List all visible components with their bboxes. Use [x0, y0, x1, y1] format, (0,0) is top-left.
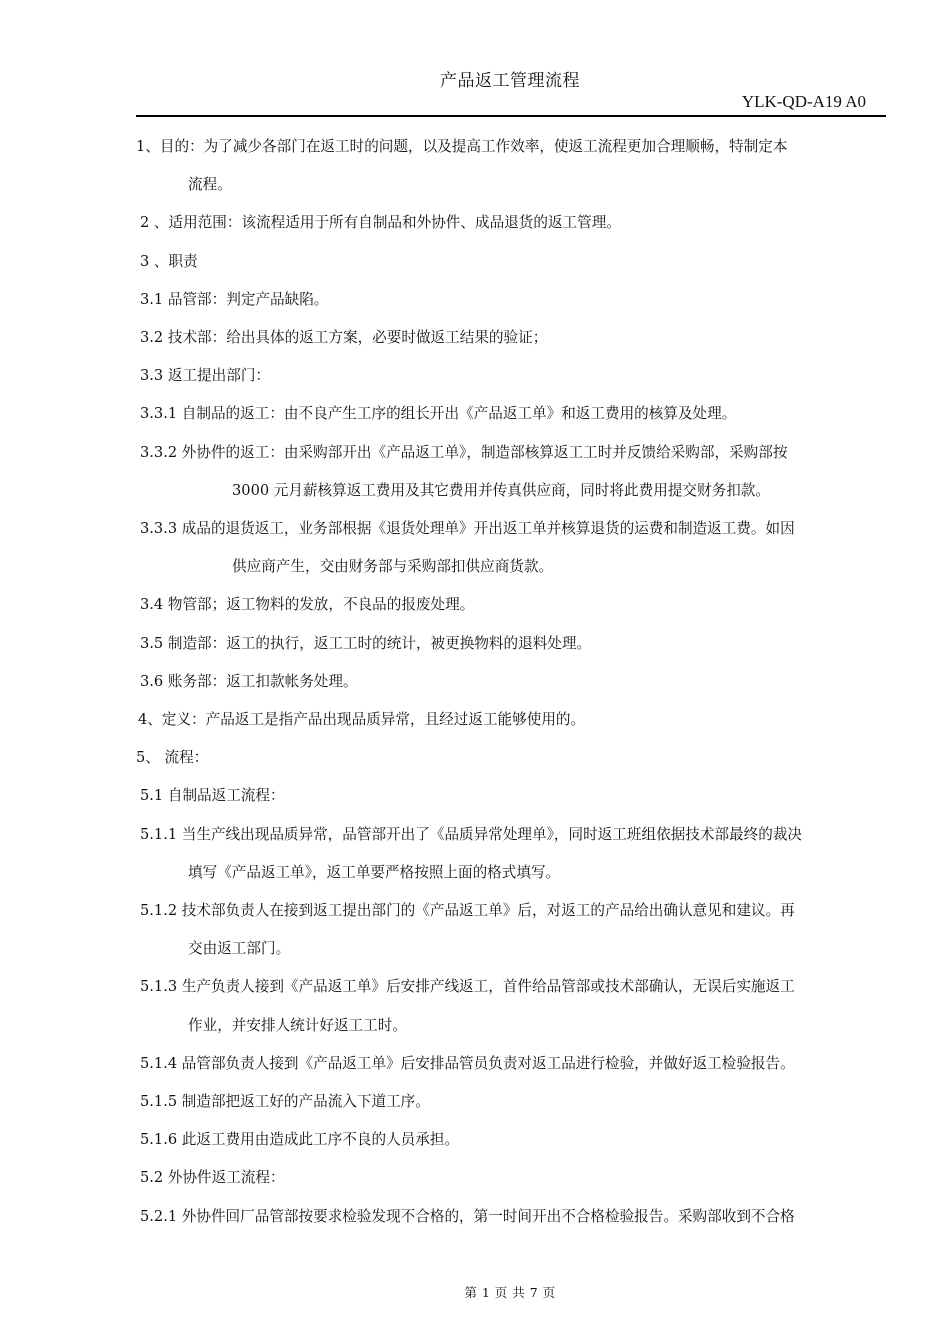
- paragraph-3-3-3: 3.3.3 成品的退货返工，业务部根据《退货处理单》开出返工单并核算退货的运费和制造返工费。如因: [140, 520, 795, 538]
- paragraph-5-1-1: 5.1.1 当生产线出现品质异常，品管部开出了《品质异常处理单》，同时返工班组依据技术部最终的裁决: [140, 825, 803, 843]
- paragraph-scope: 2 、适用范围：该流程适用于所有自制品和外协件、成品退货的返工管理。: [140, 214, 621, 232]
- paragraph-definition: 4、定义：产品返工是指产品出现品质异常，且经过返工能够使用的。: [138, 711, 586, 729]
- paragraph-5-1-1-continued: 填写《产品返工单》，返工单要严格按照上面的格式填写。: [188, 863, 561, 881]
- paragraph-purpose: 1、目的：为了减少各部门在返工时的问题，以及提高工作效率，使返工流程更加合理顺畅，特制定本: [136, 138, 788, 155]
- paragraph-3-4: 3.4 物管部；返工物料的发放，不良品的报废处理。: [140, 596, 475, 614]
- header-divider: [136, 115, 886, 117]
- paragraph-purpose-continued: 流程。: [188, 176, 232, 194]
- paragraph-3-3-3-continued: 供应商产生，交由财务部与采购部扣供应商货款。: [232, 558, 554, 576]
- document-title: 产品返工管理流程: [440, 71, 580, 91]
- paragraph-5-1: 5.1 自制品返工流程：: [140, 787, 285, 805]
- paragraph-3-5: 3.5 制造部：返工的执行，返工工时的统计，被更换物料的退料处理。: [140, 634, 592, 652]
- paragraph-5-1-3-continued: 作业，并安排人统计好返工工时。: [188, 1016, 407, 1034]
- paragraph-5-1-2-continued: 交由返工部门。: [188, 940, 291, 958]
- paragraph-3-3-1: 3.3.1 自制品的返工：由不良产生工序的组长开出《产品返工单》和返工费用的核算及处理。: [140, 405, 737, 423]
- paragraph-3-2: 3.2 技术部：给出具体的返工方案，必要时做返工结果的验证；: [140, 329, 548, 347]
- paragraph-5-2-1: 5.2.1 外协件回厂品管部按要求检验发现不合格的，第一时间开出不合格检验报告。采购部收到不合格: [140, 1207, 795, 1225]
- document-code: YLK-QD-A19 A0: [741, 92, 866, 111]
- page-footer: 第 1 页 共 7 页: [464, 1285, 556, 1300]
- paragraph-5-1-6: 5.1.6 此返工费用由造成此工序不良的人员承担。: [140, 1131, 460, 1149]
- paragraph-5-1-3: 5.1.3 生产负责人接到《产品返工单》后安排产线返工，首件给品管部或技术部确认，无误后实施返工: [140, 978, 795, 996]
- document-body: [136, 128, 888, 1236]
- paragraph-3-3-2-continued: 3000 元月薪核算返工费用及其它费用并传真供应商，同时将此费用提交财务扣款。: [232, 481, 770, 499]
- paragraph-3-6: 3.6 账务部：返工扣款帐务处理。: [140, 672, 358, 690]
- paragraph-3-3: 3.3 返工提出部门：: [140, 367, 271, 385]
- heading-responsibilities: 3 、职责: [140, 252, 198, 270]
- paragraph-3-1: 3.1 品管部：判定产品缺陷。: [140, 290, 329, 308]
- paragraph-5-1-5: 5.1.5 制造部把返工好的产品流入下道工序。: [140, 1093, 430, 1111]
- paragraph-3-3-2: 3.3.2 外协件的返工：由采购部开出《产品返工单》，制造部核算返工工时并反馈给采购部，采购部按: [140, 443, 788, 461]
- heading-process: 5、 流程：: [136, 749, 209, 767]
- paragraph-5-2: 5.2 外协件返工流程：: [140, 1169, 285, 1187]
- paragraph-5-1-2: 5.1.2 技术部负责人在接到返工提出部门的《产品返工单》后，对返工的产品给出确认意见和建议。再: [140, 902, 795, 920]
- paragraph-5-1-4: 5.1.4 品管部负责人接到《产品返工单》后安排品管员负责对返工品进行检验，并做好返工检验报告。: [140, 1054, 795, 1072]
